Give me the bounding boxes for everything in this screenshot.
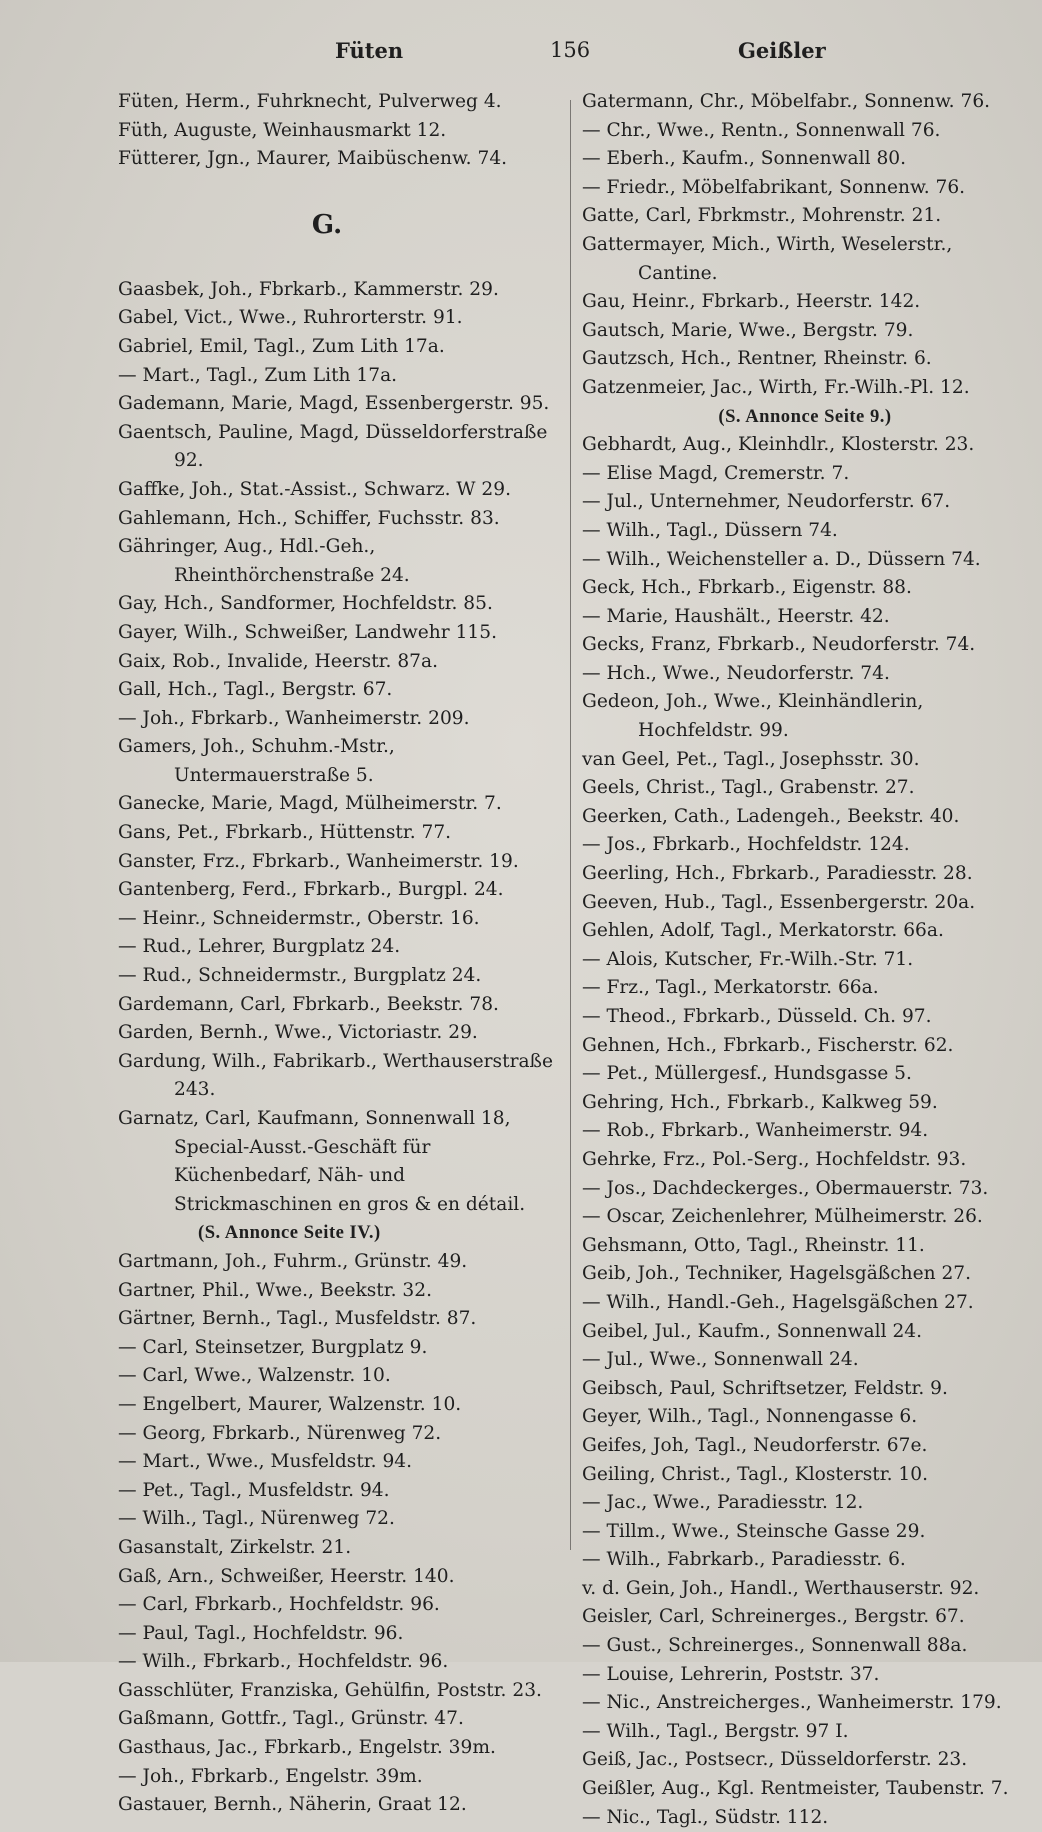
column-divider [570,100,571,1550]
directory-entry: Gastauer, Bernh., Näherin, Graat 12. [118,1794,467,1816]
directory-entry: — Jac., Wwe., Paradiesstr. 12. [582,1492,864,1514]
directory-entry: Geibel, Jul., Kaufm., Sonnenwall 24. [582,1320,923,1342]
directory-entry: Gasanstalt, Zirkelstr. 21. [118,1536,352,1558]
directory-entry: Gähringer, Aug., Hdl.-Geh., Rheinthörchenstraße 24. [118,536,410,586]
directory-entry: Gattermayer, Mich., Wirth, Weselerstr., Cantine. [582,233,953,284]
directory-entry: Gehlen, Adolf, Tagl., Merkatorstr. 66a. [582,920,944,942]
section-letter: G. [311,209,343,240]
directory-entry: Gahlemann, Hch., Schiffer, Fuchsstr. 83. [118,507,500,529]
directory-entry: — Joh., Fbrkarb., Engelstr. 39m. [118,1765,423,1787]
directory-entry: Gau, Heinr., Fbrkarb., Heerstr. 142. [582,291,921,313]
directory-entry: — Georg, Fbrkarb., Nürenweg 72. [118,1422,442,1444]
directory-entry: Geels, Christ., Tagl., Grabenstr. 27. [582,777,915,799]
directory-entry: Ganster, Frz., Fbrkarb., Wanheimerstr. 19. [118,850,519,872]
directory-entry: — Wilh., Fabrkarb., Paradiesstr. 6. [582,1549,906,1571]
directory-entry: — Carl, Fbrkarb., Hochfeldstr. 96. [118,1594,440,1616]
directory-entry: Gabel, Vict., Wwe., Ruhrorterstr. 91. [118,307,463,329]
directory-entry: — Heinr., Schneidermstr., Oberstr. 16. [118,907,480,929]
directory-entry: — Friedr., Möbelfabrikant, Sonnenw. 76. [582,176,966,198]
directory-entry: Gatermann, Chr., Möbelfabr., Sonnenw. 76. [582,91,991,112]
directory-entry: Geerken, Cath., Ladengeh., Beekstr. 40. [582,805,960,827]
directory-entry: — Paul, Tagl., Hochfeldstr. 96. [118,1622,404,1644]
directory-entry: — Marie, Haushält., Heerstr. 42. [582,605,890,627]
directory-entry: — Elise Magd, Cremerstr. 7. [582,462,850,484]
directory-entry: Geyer, Wilh., Tagl., Nonnengasse 6. [582,1406,918,1428]
directory-entry: Gautsch, Marie, Wwe., Bergstr. 79. [582,319,914,341]
annonce-reference-left: (S. Annonce Seite IV.) [198,1222,381,1244]
directory-entry: — Hch., Wwe., Neudorferstr. 74. [582,662,890,684]
directory-entry: — Mart., Tagl., Zum Lith 17a. [118,364,398,386]
directory-entry: Geeven, Hub., Tagl., Essenbergerstr. 20a. [582,891,976,913]
directory-entry: — Pet., Tagl., Musfeldstr. 94. [118,1479,390,1501]
directory-entry: Gay, Hch., Sandformer, Hochfeldstr. 85. [118,593,493,615]
directory-entry: Gall, Hch., Tagl., Bergstr. 67. [118,679,393,701]
directory-entry: Geißler, Aug., Kgl. Rentmeister, Taubenstr. 7. [582,1778,1009,1800]
directory-entry: — Chr., Wwe., Rentn., Sonnenwall 76. [582,119,941,141]
directory-entry: Gasschlüter, Franziska, Gehülfin, Poststr. 23. [118,1679,542,1701]
directory-entry: Füten, Herm., Fuhrknecht, Pulverweg 4. [118,91,502,112]
right-column [582,88,1028,1832]
directory-entry: Gaasbek, Joh., Fbrkarb., Kammerstr. 29. [118,278,499,300]
directory-entry: Gardung, Wilh., Fabrikarb., Werthauserstraße 243. [118,1050,553,1101]
directory-entry: Gans, Pet., Fbrkarb., Hüttenstr. 77. [118,822,452,844]
directory-entry: — Eberh., Kaufm., Sonnenwall 80. [582,148,907,170]
right-entries-before [582,88,1028,403]
directory-entry: Gademann, Marie, Magd, Essenbergerstr. 95. [118,393,550,415]
directory-entry: Gatzenmeier, Jac., Wirth, Fr.-Wilh.-Pl. 12. [582,376,970,398]
directory-entry: Gardemann, Carl, Fbrkarb., Beekstr. 78. [118,993,499,1015]
directory-entry: Gayer, Wilh., Schweißer, Landwehr 115. [118,621,497,643]
directory-entry: — Jos., Fbrkarb., Hochfeldstr. 124. [582,834,910,856]
directory-entry: Gaix, Rob., Invalide, Heerstr. 87a. [118,650,438,672]
left-entries-before [118,88,556,174]
directory-entry: Gamers, Joh., Schuhm.-Mstr., Untermauerstraße 5. [118,736,395,786]
directory-entry: Gartner, Phil., Wwe., Beekstr. 32. [118,1279,433,1301]
directory-entry: — Wilh., Fbrkarb., Hochfeldstr. 96. [118,1651,449,1673]
directory-entry: Gabriel, Emil, Tagl., Zum Lith 17a. [118,335,445,357]
directory-entry: — Oscar, Zeichenlehrer, Mülheimerstr. 26. [582,1206,983,1228]
left-entries-after [118,276,556,1220]
directory-entry: Füth, Auguste, Weinhausmarkt 12. [118,119,447,141]
directory-entry: — Nic., Tagl., Südstr. 112. [582,1806,829,1828]
directory-entry: — Engelbert, Maurer, Walzenstr. 10. [118,1393,462,1415]
directory-entry: — Pet., Müllergesf., Hundsgasse 5. [582,1063,912,1085]
directory-entry: — Louise, Lehrerin, Poststr. 37. [582,1663,880,1685]
directory-entry: Gaffke, Joh., Stat.-Assist., Schwarz. W 29. [118,478,511,500]
directory-entry: — Tillm., Wwe., Steinsche Gasse 29. [582,1520,926,1542]
directory-entry: Gebhardt, Aug., Kleinhdlr., Klosterstr. 23. [582,434,975,456]
directory-entry: — Alois, Kutscher, Fr.-Wilh.-Str. 71. [582,948,914,970]
directory-entry: Gaßmann, Gottfr., Tagl., Grünstr. 47. [118,1708,464,1730]
directory-entry: — Jos., Dachdeckerges., Obermauerstr. 73. [582,1177,989,1199]
directory-entry: — Nic., Anstreicherges., Wanheimerstr. 179. [582,1692,1002,1714]
left-entries-tail [118,1248,556,1820]
directory-entry: — Gust., Schreinerges., Sonnenwall 88a. [582,1635,968,1657]
directory-entry: — Wilh., Tagl., Nürenweg 72. [118,1508,395,1530]
directory-entry: Garnatz, Carl, Kaufmann, Sonnenwall 18, Special-Ausst.-Geschäft für Küchenbedarf, Näh- und Strickmaschinen en gros & en détail. [118,1108,526,1215]
directory-entry: Geerling, Hch., Fbrkarb., Paradiesstr. 28. [582,863,973,885]
directory-entry: — Jul., Wwe., Sonnenwall 24. [582,1349,859,1371]
directory-entry: Geiling, Christ., Tagl., Klosterstr. 10. [582,1463,928,1485]
directory-entry: Gedeon, Joh., Wwe., Kleinhändlerin, Hochfeldstr. 99. [582,691,924,742]
directory-entry: Gantenberg, Ferd., Fbrkarb., Burgpl. 24. [118,879,504,901]
page-header [120,38,1020,78]
directory-entry: Gasthaus, Jac., Fbrkarb., Engelstr. 39m. [118,1737,496,1759]
header-right-keyword: Geißler [738,38,826,63]
directory-entry: van Geel, Pet., Tagl., Josephsstr. 30. [582,748,920,770]
directory-entry: — Carl, Steinsetzer, Burgplatz 9. [118,1336,428,1358]
directory-entry: Garden, Bernh., Wwe., Victoriastr. 29. [118,1022,478,1044]
directory-entry: Geibsch, Paul, Schriftsetzer, Feldstr. 9. [582,1377,948,1399]
directory-entry: — Carl, Wwe., Walzenstr. 10. [118,1365,391,1387]
directory-entry: Gautzsch, Hch., Rentner, Rheinstr. 6. [582,348,932,370]
directory-entry: — Rud., Schneidermstr., Burgplatz 24. [118,965,482,987]
directory-entry: Gaß, Arn., Schweißer, Heerstr. 140. [118,1565,455,1587]
directory-entry: Geiß, Jac., Postsecr., Düsseldorferstr. 23. [582,1749,968,1771]
left-column [118,88,556,1820]
directory-entry: Geib, Joh., Techniker, Hagelsgäßchen 27. [582,1263,972,1285]
directory-entry: Ganecke, Marie, Magd, Mülheimerstr. 7. [118,793,502,815]
directory-entry: Gehring, Hch., Fbrkarb., Kalkweg 59. [582,1091,938,1113]
directory-entry: Geifes, Joh, Tagl., Neudorferstr. 67e. [582,1434,928,1456]
directory-entry: Gehsmann, Otto, Tagl., Rheinstr. 11. [582,1234,925,1256]
directory-entry: Geisler, Carl, Schreinerges., Bergstr. 67. [582,1606,965,1628]
directory-entry: — Mart., Wwe., Musfeldstr. 94. [118,1451,413,1473]
directory-entry: Geck, Hch., Fbrkarb., Eigenstr. 88. [582,577,912,599]
directory-entry: — Frz., Tagl., Merkatorstr. 66a. [582,977,879,999]
directory-entry: Gatte, Carl, Fbrkmstr., Mohrenstr. 21. [582,205,942,227]
directory-entry: v. d. Gein, Joh., Handl., Werthauserstr. 92. [582,1577,980,1599]
directory-entry: Gecks, Franz, Fbrkarb., Neudorferstr. 74. [582,634,976,656]
page-number: 156 [550,38,591,62]
directory-entry: Gehrke, Frz., Pol.-Serg., Hochfeldstr. 93. [582,1148,967,1170]
directory-entry: — Jul., Unternehmer, Neudorferstr. 67. [582,491,951,513]
directory-entry: — Rud., Lehrer, Burgplatz 24. [118,936,401,958]
right-entries-after [582,431,1028,1832]
directory-entry: Gehnen, Hch., Fbrkarb., Fischerstr. 62. [582,1034,954,1056]
directory-entry: — Wilh., Tagl., Düssern 74. [582,519,838,541]
directory-entry: Gartmann, Joh., Fuhrm., Grünstr. 49. [118,1250,468,1272]
directory-entry: Gärtner, Bernh., Tagl., Musfeldstr. 87. [118,1308,477,1330]
directory-entry: — Joh., Fbrkarb., Wanheimerstr. 209. [118,707,470,729]
directory-entry: — Wilh., Weichensteller a. D., Düssern 74. [582,548,981,570]
header-left-keyword: Füten [335,38,404,63]
directory-entry: Fütterer, Jgn., Maurer, Maibüschenw. 74. [118,148,508,170]
annonce-reference-right: (S. Annonce Seite 9.) [718,405,892,427]
directory-entry: — Rob., Fbrkarb., Wanheimerstr. 94. [582,1120,929,1142]
directory-entry: — Theod., Fbrkarb., Düsseld. Ch. 97. [582,1006,932,1027]
directory-entry: — Wilh., Tagl., Bergstr. 97 I. [582,1720,849,1742]
directory-entry: Gaentsch, Pauline, Magd, Düsseldorferstraße 92. [118,421,548,472]
directory-entry: — Wilh., Handl.-Geh., Hagelsgäßchen 27. [582,1291,974,1313]
